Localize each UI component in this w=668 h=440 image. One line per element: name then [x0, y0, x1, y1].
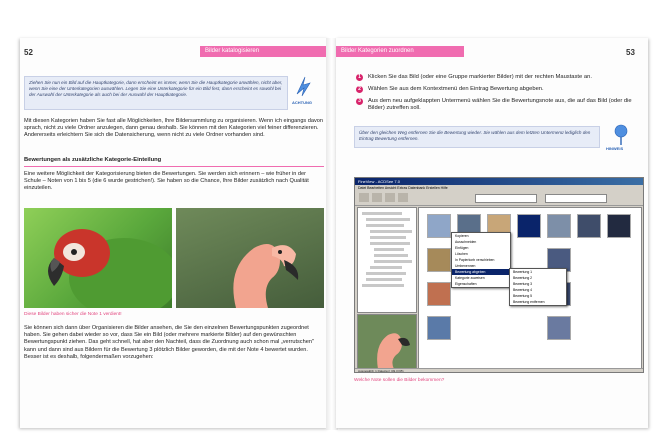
left-page-header-label: Bilder katalogisieren [205, 48, 260, 54]
tree-row [374, 260, 412, 263]
step-2 [356, 86, 644, 94]
step-1-text: Klicken Sie das Bild (oder eine Gruppe markierter Bilder) mit der rechten Maustaste an. [368, 74, 592, 80]
context-menu-item-rating[interactable]: Bewertung abgeben [452, 269, 510, 275]
paragraph-categories: Mit diesen Kategorien haben Sie fast alle Möglichkeiten, Ihre Bildersammlung zu organisieren. Wenn ich eingangs davon sprach, nicht zu viele Ordner anzulegen, dann genau deshalb. Sie können mit den Kategorien viel feiner differenzieren. Andererseits erleichtern Sie sich die Datensicherung, wenn nicht zu viele Ordner vorhanden sind. [24, 118, 324, 139]
tree-row [370, 242, 410, 245]
thumbnail [547, 316, 571, 340]
tree-row [370, 230, 412, 233]
left-page [20, 38, 328, 428]
screenshot-statusbar [355, 368, 643, 373]
context-menu-item[interactable]: Eigenschaften [455, 282, 477, 286]
step-1 [356, 74, 644, 82]
toolbar-icon-3 [385, 193, 395, 202]
thumbnail [427, 282, 451, 306]
flamingo-photo [176, 208, 324, 308]
warning-badge-label: ACHTUNG [292, 100, 312, 105]
thumbnail [427, 248, 451, 272]
left-page-header-bar [200, 46, 328, 57]
screenshot-toolbar [355, 191, 643, 206]
tree-row [374, 248, 404, 251]
tree-row [362, 212, 402, 215]
thumbnail [427, 214, 451, 238]
subheading-ratings: Bewertungen als zusätzliche Kategorie-Einteilung [24, 157, 162, 163]
context-menu-item[interactable]: In Papierkorb verschieben [455, 258, 495, 262]
context-menu-item[interactable]: Einfügen [455, 246, 469, 250]
screenshot-preview-pane [357, 314, 417, 370]
thumbnail-selected [517, 214, 541, 238]
toolbar-dropdown-2 [545, 194, 607, 203]
thumbnail [577, 214, 601, 238]
right-page-header-label: Bilder Kategorien zuordnen [341, 48, 414, 54]
step-3 [356, 98, 644, 112]
toolbar-icon-4 [398, 193, 408, 202]
screenshot-window-title: FineView - ACDSee 7.0 [358, 179, 400, 184]
context-menu [451, 232, 511, 288]
screenshot-folder-tree [357, 207, 417, 313]
rating-menu-item[interactable]: Bewertung entfernen [513, 300, 545, 304]
tree-row [366, 218, 410, 221]
screenshot-menu-text: Datei Bearbeiten Ansicht Extras Datenbank Erstellen Hilfe [358, 186, 448, 190]
context-menu-item[interactable]: Löschen [455, 252, 468, 256]
step-2-number: 2 [356, 86, 363, 93]
tree-row [366, 224, 404, 227]
subheading-rule [24, 166, 324, 167]
rating-menu-item[interactable]: Bewertung 3 [513, 282, 533, 286]
hint-note [354, 126, 600, 148]
tree-row [362, 284, 404, 287]
toolbar-dropdown [475, 194, 537, 203]
warning-icon [293, 74, 319, 98]
thumbnail [607, 214, 631, 238]
step-2-text: Wählen Sie aus dem Kontextmenü den Eintrag Bewertung abgeben. [368, 86, 544, 92]
screenshot-caption: Welche Note sollen die Bilder bekommen? [354, 378, 445, 383]
warning-note-text: Ziehen Sie nun ein Bild auf die Hauptkategorie, dann erscheint es immer, wenn Sie die Hauptkategorie anwählen, nicht aber, wenn Sie eine der Unterkategorien auswählen. Legen Sie eine Unterkategorie für ein Bild fest, dann erscheint es sowohl bei der Auswahl der Unterkategorie als auch bei der Auswahl der Hauptkategorie. [29, 80, 283, 97]
tree-row [366, 278, 402, 281]
screenshot-titlebar [355, 178, 643, 185]
parrot-photo [24, 208, 172, 308]
acdsee-screenshot [354, 177, 644, 373]
rating-submenu [509, 268, 567, 306]
warning-note [24, 76, 288, 110]
context-menu-item[interactable]: Kategorie zuweisen [455, 276, 485, 280]
pin-icon [608, 123, 634, 147]
hint-badge-label: HINWEIS [606, 146, 624, 151]
right-page-header-bar [336, 46, 464, 57]
rating-menu-item[interactable]: Bewertung 5 [513, 294, 533, 298]
rating-menu-item[interactable]: Bewertung 4 [513, 288, 533, 292]
toolbar-icon-2 [372, 193, 382, 202]
rating-menu-item[interactable]: Bewertung 2 [513, 276, 533, 280]
screenshot-status-text: Ausgewählt: 1 Datei(en) (49,3 KB) [358, 369, 404, 373]
rating-menu-item[interactable]: Bewertung 1 [513, 270, 533, 274]
thumbnail [547, 214, 571, 238]
hint-note-text: Über den gleichen Weg entfernen Sie die Bewertung wieder. Sie wählen aus dem letzten Untermenü lediglich den Eintrag Bewertung entfernen. [359, 130, 591, 141]
context-menu-item[interactable]: Umbenennen [455, 264, 476, 268]
left-page-number: 52 [24, 48, 33, 57]
step-3-number: 3 [356, 98, 363, 105]
step-3-text: Aus dem neu aufgeklappten Untermenü wählen Sie die Bewertungsnote aus, die auf das Bild (oder die Bilder) zutreffen soll. [368, 98, 632, 111]
right-page-number: 53 [626, 48, 635, 57]
tree-row [370, 266, 402, 269]
step-1-number: 1 [356, 74, 363, 81]
tree-row [370, 236, 406, 239]
tree-row [374, 254, 408, 257]
thumbnail [427, 316, 451, 340]
paragraph-ratings: Eine weitere Möglichkeit der Kategorisierung bieten die Bewertungen. Sie werden sich erinnern – wie früher in der Schule – Noten von 1 bis 5 (die 6 wurde gestrichen!). Sie haben so die Chance, Ihre Bilder zusätzlich nach Qualität einzuteilen. [24, 171, 309, 192]
context-menu-item[interactable]: Ausschneiden [455, 240, 477, 244]
context-menu-item[interactable]: Kopieren [455, 234, 469, 238]
tree-row [366, 272, 406, 275]
toolbar-icon-1 [359, 193, 369, 202]
paragraph-procedure: Sie können sich dann über Organisieren die Bilder ansehen, die Sie den einzelnen Bewertungspunkten zugeordnet haben. Sie gehen dabei wieder so vor, dass Sie ein Bild (oder mehrere markierte Bilder) auf den gewünschten Bewertungspunkt ziehen. Das geht schnell, hat aber den Nachteil, dass die Zuordnung auch schon mal „verrutschen" kann und dann sind aus Bildern für die Bewertung 3 plötzlich Bilder geworden, die mit der Note 4 bewertet wurden. Besser ist es deshalb, folgendermaßen vorzugehen: [24, 325, 314, 360]
photo-caption: Diese Bilder haben sicher die Note 1 verdient! [24, 312, 122, 317]
